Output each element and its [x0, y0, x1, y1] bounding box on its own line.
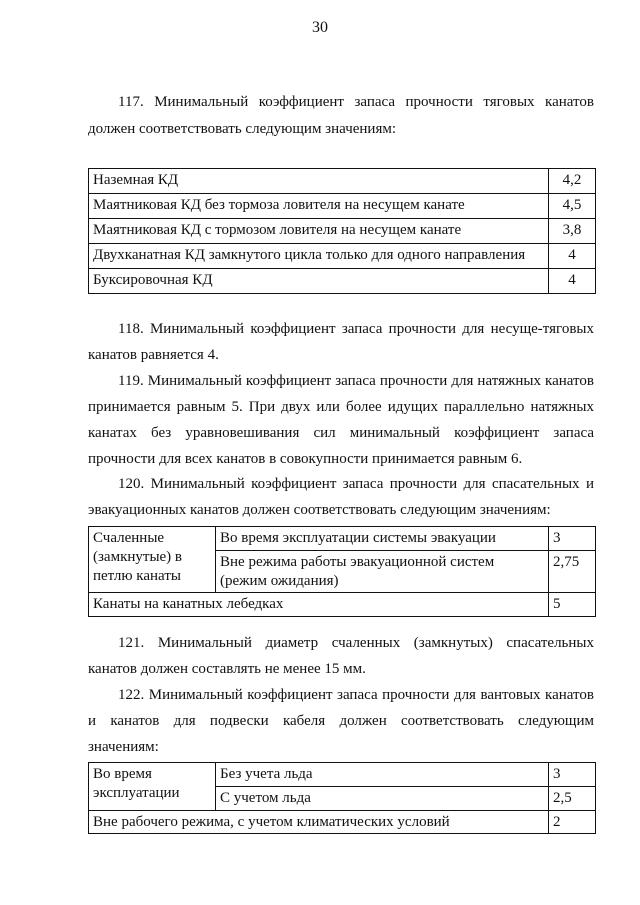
table-cell-group-label: Счаленные (замкнутые) в петлю канаты: [89, 527, 216, 593]
table-cell-label: Наземная КД: [89, 169, 549, 194]
table-row: [89, 219, 596, 244]
table-rescue-ropes: [88, 526, 596, 617]
table-cell-label: Канаты на канатных лебедках: [89, 593, 549, 617]
table-cell-label: Без учета льда: [216, 763, 549, 787]
table-cell-value: 2: [549, 810, 596, 834]
table-cell-value: 4: [549, 269, 596, 294]
page-number: 30: [312, 19, 328, 36]
paragraph-117-line2: должен соответствовать следующим значениям:: [88, 121, 397, 137]
table-cell-label: Во время эксплуатации системы эвакуации: [216, 527, 549, 551]
table-cell-value: 4,5: [549, 194, 596, 219]
table-row: [89, 194, 596, 219]
table-cell-label: Буксировочная КД: [89, 269, 549, 294]
table-cell-label: Вне рабочего режима, с учетом климатических условий: [89, 810, 549, 834]
paragraph-119: 119. Минимальный коэффициент запаса прочности для натяжных канатов принимается равным 5. При двух или более идущих параллельно натяжных канатах без уравновешивания сил минимальный коэффициент запаса прочности для всех канатов в совокупности принимается равным 6.: [88, 373, 594, 467]
table-cell-value: 5: [549, 593, 596, 617]
paragraph-122: 122. Минимальный коэффициент запаса прочности для вантовых канатов и канатов для подвески кабеля должен соответствовать следующим значениям:: [88, 687, 594, 755]
table-row: [89, 763, 596, 787]
table-cell-label: Двухканатная КД замкнутого цикла только для одного направления: [89, 244, 549, 269]
table-row: [89, 593, 596, 617]
table-row: [89, 169, 596, 194]
table-cell-label: Маятниковая КД с тормозом ловителя на несущем канате: [89, 219, 549, 244]
paragraph-121: 121. Минимальный диаметр счаленных (замкнутых) спасательных канатов должен составлять не менее 15 мм.: [88, 635, 594, 677]
table-row: [89, 810, 596, 834]
table-guy-ropes: [88, 762, 596, 834]
table-cell-value: 3,8: [549, 219, 596, 244]
paragraph-120: 120. Минимальный коэффициент запаса прочности для спасательных и эвакуационных канатов должен соответствовать следующим значениям:: [88, 476, 594, 518]
table-row: [89, 269, 596, 294]
table-row: [89, 527, 596, 551]
table-cell-value: 4: [549, 244, 596, 269]
table-cell-label: Вне режима работы эвакуационной систем (режим ожидания): [216, 550, 549, 593]
paragraph-118: 118. Минимальный коэффициент запаса прочности для несуще-тяговых канатов равняется 4.: [88, 321, 594, 363]
table-cell-value: 3: [549, 527, 596, 551]
table-cell-value: 2,5: [549, 786, 596, 810]
table-cell-value: 4,2: [549, 169, 596, 194]
table-row: [89, 244, 596, 269]
paragraph-117-line1: 117. Минимальный коэффициент запаса прочности тяговых канатов: [118, 94, 594, 110]
table-cell-value: 2,75: [549, 550, 596, 593]
table-cell-label: С учетом льда: [216, 786, 549, 810]
table-tension-ropes: [88, 168, 596, 294]
table-cell-label: Маятниковая КД без тормоза ловителя на несущем канате: [89, 194, 549, 219]
table-cell-value: 3: [549, 763, 596, 787]
table-cell-group-label: Во время эксплуатации: [89, 763, 216, 811]
